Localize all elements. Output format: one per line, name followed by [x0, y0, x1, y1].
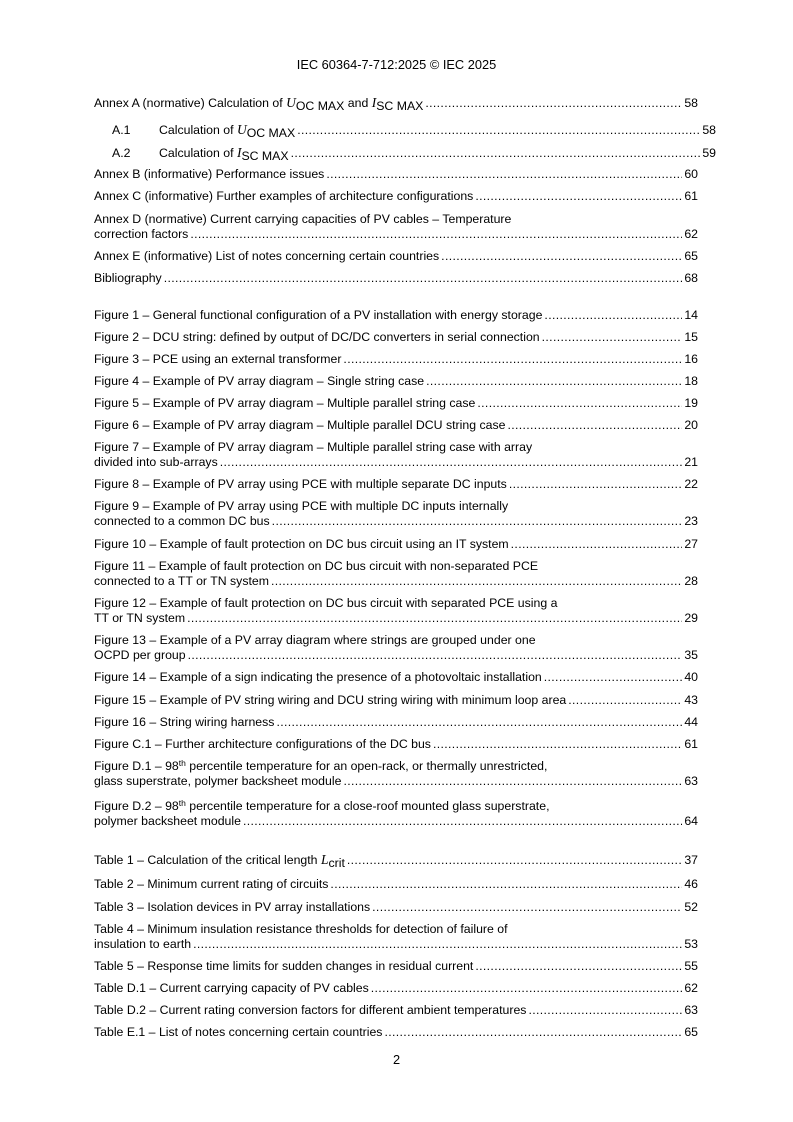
page-number: 14 [684, 308, 698, 322]
toc-entry-bibliography[interactable]: Bibliography ..... 68 [94, 271, 698, 286]
toc-entry-figure[interactable]: Figure 13 – Example of a PV array diagram where strings are grouped under one OCPD per group ..... 35 [94, 633, 698, 663]
page-number: 63 [684, 774, 698, 788]
dot-leader [297, 123, 700, 138]
dot-leader [425, 96, 682, 111]
toc-entry-figure[interactable]: Figure 9 – Example of PV array using PCE with multiple DC inputs internally connected to a common DC bus ..... 23 [94, 499, 698, 529]
toc-entry-figure[interactable]: Figure 5 – Example of PV array diagram – Multiple parallel string case ..... 19 [94, 396, 698, 411]
page-number: 61 [684, 737, 698, 751]
page-number: 40 [684, 670, 698, 684]
page-number: 23 [684, 514, 698, 528]
toc-entry-figure[interactable]: Figure C.1 – Further architecture configurations of the DC bus ..... 61 [94, 737, 698, 752]
page-number: 64 [684, 814, 698, 828]
page-number: 22 [684, 477, 698, 491]
toc-entry-table[interactable]: Table D.1 – Current carrying capacity of PV cables ..... 62 [94, 981, 698, 996]
toc-entry-annex-b[interactable]: Annex B (informative) Performance issues ..... 60 [94, 167, 698, 182]
toc-entry-table[interactable]: Table 3 – Isolation devices in PV array installations ..... 52 [94, 900, 698, 915]
page-number: 63 [684, 1003, 698, 1017]
toc-entry-figure[interactable]: Figure 2 – DCU string: defined by output of DC/DC converters in serial connection ..... 15 [94, 330, 698, 345]
toc-entry-figure[interactable]: Figure D.2 – 98th percentile temperature for a close-roof mounted glass superstrate, polymer backsheet module ..... 64 [94, 799, 698, 829]
toc-entry-figure[interactable]: Figure 4 – Example of PV array diagram – Single string case ..... 18 [94, 374, 698, 389]
page-number: 28 [684, 574, 698, 588]
page-number: 35 [684, 648, 698, 662]
toc-entry-table[interactable]: Table D.2 – Current rating conversion factors for different ambient temperatures ..... 63 [94, 1003, 698, 1018]
page-number: 59 [702, 146, 716, 160]
page-number: 44 [684, 715, 698, 729]
page-number: 58 [702, 123, 716, 137]
page-number: 18 [684, 374, 698, 388]
page-number: 65 [684, 1025, 698, 1039]
page-number: 15 [684, 330, 698, 344]
page-number: 58 [684, 96, 698, 110]
page-number-footer: 2 [392, 1052, 401, 1067]
page-number: 21 [684, 455, 698, 469]
toc-entry-figure[interactable]: Figure 8 – Example of PV array using PCE with multiple separate DC inputs ..... 22 [94, 477, 698, 492]
toc-entry-table[interactable]: Table 4 – Minimum insulation resistance thresholds for detection of failure of insulation to earth ..... 53 [94, 922, 698, 952]
page-number: 55 [684, 959, 698, 973]
toc-entry-table[interactable]: Table 1 – Calculation of the critical length Lcrit ..... 37 [94, 852, 698, 871]
toc-entry-figure[interactable]: Figure 10 – Example of fault protection on DC bus circuit using an IT system ..... 27 [94, 537, 698, 552]
toc-entry-table[interactable]: Table E.1 – List of notes concerning certain countries ..... 65 [94, 1025, 698, 1040]
toc-entry-annex-e[interactable]: Annex E (informative) List of notes concerning certain countries ..... 65 [94, 249, 698, 264]
toc-entry-figure[interactable]: Figure D.1 – 98th percentile temperature for an open-rack, or thermally unrestricted, glass superstrate, polymer backsheet module ..... 63 [94, 759, 698, 789]
page-number: 65 [684, 249, 698, 263]
page-number: 60 [684, 167, 698, 181]
page-number: 29 [684, 611, 698, 625]
toc-entry-figure[interactable]: Figure 1 – General functional configuration of a PV installation with energy storage ..... 14 [94, 308, 698, 323]
toc-entry-figure[interactable]: Figure 6 – Example of PV array diagram – Multiple parallel DCU string case ..... 20 [94, 418, 698, 433]
page-number: 52 [684, 900, 698, 914]
page-number: 20 [684, 418, 698, 432]
toc-entry-annex-c[interactable]: Annex C (informative) Further examples of architecture configurations ..... 61 [94, 189, 698, 204]
toc-entry-figure[interactable]: Figure 7 – Example of PV array diagram – Multiple parallel string case with array divided into sub-arrays ..... 21 [94, 440, 698, 470]
toc-entry-annex-d[interactable]: Annex D (normative) Current carrying capacities of PV cables – Temperature correction factors ..... 62 [94, 212, 698, 242]
page-number: 53 [684, 937, 698, 951]
toc-entry-a2[interactable]: A.2 Calculation of ISC MAX ..... 59 [94, 145, 716, 164]
toc-entry-figure[interactable]: Figure 12 – Example of fault protection on DC bus circuit with separated PCE using a TT or TN system ..... 29 [94, 596, 698, 626]
toc-entry-table[interactable]: Table 5 – Response time limits for sudden changes in residual current ..... 55 [94, 959, 698, 974]
page-number: 37 [684, 853, 698, 867]
toc-entry-annex-a[interactable]: Annex A (normative) Calculation of UOC MAX and ISC MAX ..... 58 [94, 95, 698, 114]
page-number: 16 [684, 352, 698, 366]
toc-entry-figure[interactable]: Figure 15 – Example of PV string wiring and DCU string wiring with minimum loop area ..... 43 [94, 693, 698, 708]
toc-entry-figure[interactable]: Figure 16 – String wiring harness ..... 44 [94, 715, 698, 730]
toc-entry-figure[interactable]: Figure 14 – Example of a sign indicating the presence of a photovoltaic installation ..... 40 [94, 670, 698, 685]
toc-entry-figure[interactable]: Figure 11 – Example of fault protection on DC bus circuit with non-separated PCE connected to a TT or TN system ..... 28 [94, 559, 698, 589]
toc-entry-figure[interactable]: Figure 3 – PCE using an external transformer ..... 16 [94, 352, 698, 367]
page-number: 61 [684, 189, 698, 203]
page-number: 19 [684, 396, 698, 410]
dot-leader [291, 146, 701, 161]
page-number: 62 [684, 227, 698, 241]
page-number: 27 [684, 537, 698, 551]
page-number: 68 [684, 271, 698, 285]
page-header: IEC 60364-7-712:2025 © IEC 2025 [296, 57, 497, 72]
page-number: 43 [684, 693, 698, 707]
toc-entry-table[interactable]: Table 2 – Minimum current rating of circuits ..... 46 [94, 877, 698, 892]
page-number: 62 [684, 981, 698, 995]
page-number: 46 [684, 877, 698, 891]
toc-entry-a1[interactable]: A.1 Calculation of UOC MAX ..... 58 [94, 122, 716, 141]
